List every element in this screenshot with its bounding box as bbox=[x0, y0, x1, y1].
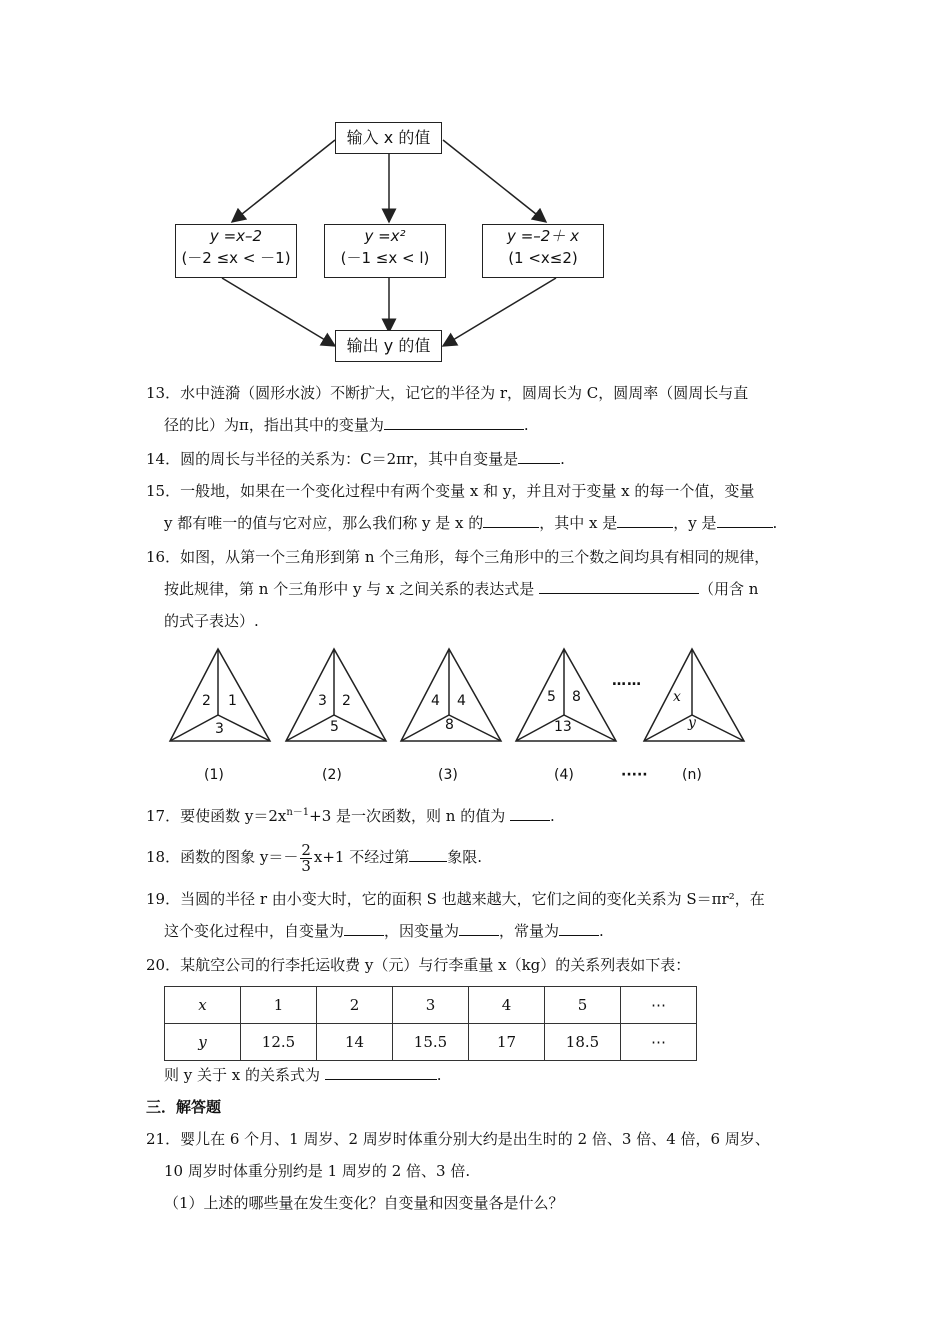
q21-text2: 10 周岁时体重分别约是 1 周岁的 2 倍、3 倍. bbox=[164, 1162, 471, 1180]
q21-text1: 婴儿在 6 个月、1 周岁、2 周岁时体重分别大约是出生时的 2 倍、3 倍、4 倍，6 周岁、 bbox=[180, 1130, 770, 1148]
q19-line1 bbox=[146, 888, 765, 910]
table-cell: ⋯ bbox=[621, 987, 697, 1024]
branch-1-formula: y =x–2 bbox=[209, 227, 263, 245]
q18-number: 18． bbox=[146, 848, 181, 866]
table-cell: 2 bbox=[317, 987, 393, 1024]
q21-sub1 bbox=[164, 1192, 564, 1214]
tri2-bottom: 5 bbox=[330, 719, 339, 735]
tri2-left: 3 bbox=[318, 693, 327, 709]
q16-number: 16． bbox=[146, 548, 181, 566]
q19-blank-3[interactable] bbox=[559, 921, 599, 936]
tri3-right: 4 bbox=[457, 693, 466, 709]
q20-line bbox=[146, 954, 690, 976]
q20-end: . bbox=[436, 1066, 442, 1084]
q17-line bbox=[146, 802, 555, 827]
table-cell: 3 bbox=[393, 987, 469, 1024]
table-cell: 17 bbox=[469, 1024, 545, 1061]
table-cell: ⋯ bbox=[621, 1024, 697, 1061]
output-box: 输出 y 的值 bbox=[335, 330, 442, 362]
q19-blank-2[interactable] bbox=[459, 921, 499, 936]
branch-2-range: (－1 ≤x < l) bbox=[340, 249, 430, 267]
q19-text1: 当圆的半径 r 由小变大时，它的面积 S 也越来越大，它们之间的变化关系为 S＝πr²，在 bbox=[180, 890, 765, 908]
branch-box-3 bbox=[482, 224, 604, 278]
arrow-out-left bbox=[222, 278, 335, 346]
q16-blank[interactable] bbox=[539, 579, 699, 594]
section-3-heading: 三．解答题 bbox=[146, 1098, 222, 1116]
q15-text1: 一般地，如果在一个变化过程中有两个变量 x 和 y，并且对于变量 x 的每一个值，变量 bbox=[180, 482, 755, 500]
q18-fraction bbox=[300, 840, 312, 875]
branch-box-1 bbox=[175, 224, 297, 278]
q20-text: 某航空公司的行李托运收费 y（元）与行李重量 x（kg）的关系列表如下表： bbox=[180, 956, 691, 974]
tri4-left: 5 bbox=[547, 689, 556, 705]
triangle-shapes bbox=[166, 643, 750, 791]
q14-line bbox=[146, 448, 565, 470]
q15-blank-2[interactable] bbox=[617, 513, 673, 528]
tri4-bottom: 13 bbox=[554, 719, 572, 735]
trin-bottom: y bbox=[688, 715, 696, 731]
input-box: 输入 x 的值 bbox=[335, 122, 442, 154]
q17-blank[interactable] bbox=[510, 806, 550, 821]
branch-1-range: (－2 ≤x < －1) bbox=[181, 249, 291, 267]
q18-blank[interactable] bbox=[409, 847, 447, 862]
q14-text: 圆的周长与半径的关系为：C＝2πr，其中自变量是 bbox=[180, 450, 519, 468]
q20-blank[interactable] bbox=[325, 1065, 437, 1080]
table-cell: x bbox=[165, 987, 241, 1024]
caption-ellipsis: ····· bbox=[621, 767, 648, 783]
q16-text2a: 按此规律，第 n 个三角形中 y 与 x 之间关系的表达式是 bbox=[164, 580, 535, 598]
branch-3-formula: y =–2＋ x bbox=[507, 227, 579, 245]
q18-text-b: x+1 不经过第 bbox=[313, 848, 410, 866]
tri2-caption: (2) bbox=[322, 767, 342, 783]
q13-end: . bbox=[523, 416, 529, 434]
q19-text2b: ，因变量为 bbox=[384, 922, 460, 940]
q14-number: 14． bbox=[146, 450, 181, 468]
arrow-in-left bbox=[232, 140, 335, 222]
table-cell: y bbox=[165, 1024, 241, 1061]
q20-number: 20． bbox=[146, 956, 181, 974]
q18-frac-den: 3 bbox=[301, 856, 311, 875]
q21-number: 21． bbox=[146, 1130, 181, 1148]
q15-blank-3[interactable] bbox=[717, 513, 773, 528]
q21-sub1-text: （1）上述的哪些量在发生变化？自变量和因变量各是什么？ bbox=[164, 1194, 564, 1212]
table-cell: 12.5 bbox=[241, 1024, 317, 1061]
table-cell: 1 bbox=[241, 987, 317, 1024]
table-cell: 18.5 bbox=[545, 1024, 621, 1061]
q15-end: . bbox=[772, 514, 778, 532]
tri3-caption: (3) bbox=[438, 767, 458, 783]
tri2-right: 2 bbox=[342, 693, 351, 709]
q15-number: 15． bbox=[146, 482, 181, 500]
branch-3-range: (1 <x≤2) bbox=[508, 249, 578, 267]
branch-2-formula: y =x² bbox=[364, 227, 406, 245]
q21-line1 bbox=[146, 1128, 770, 1150]
q13-number: 13． bbox=[146, 384, 181, 402]
q17-end: . bbox=[550, 807, 555, 825]
fee-table bbox=[164, 986, 697, 1061]
q13-line1 bbox=[146, 382, 748, 404]
table-cell: 5 bbox=[545, 987, 621, 1024]
q19-blank-1[interactable] bbox=[344, 921, 384, 936]
tri1-bottom: 3 bbox=[215, 721, 224, 737]
q16-text3: 的式子表达）. bbox=[164, 612, 259, 630]
q19-number: 19． bbox=[146, 890, 181, 908]
q16-line3 bbox=[164, 610, 259, 632]
q14-end: . bbox=[560, 450, 565, 468]
q18-line bbox=[146, 842, 482, 882]
table-cell: 15.5 bbox=[393, 1024, 469, 1061]
tri3-left: 4 bbox=[431, 693, 440, 709]
q16-line2 bbox=[164, 578, 758, 600]
q19-text2c: ，常量为 bbox=[499, 922, 560, 940]
q13-text2: 径的比）为π，指出其中的变量为 bbox=[164, 416, 384, 434]
triangle-ellipsis: …… bbox=[612, 673, 642, 689]
q17-exponent: n－1 bbox=[286, 807, 310, 818]
q21-line2 bbox=[164, 1160, 470, 1182]
q13-text1: 水中涟漪（圆形水波）不断扩大，记它的半径为 r，圆周长为 C，圆周率（圆周长与直 bbox=[180, 384, 749, 402]
q15-line1 bbox=[146, 480, 754, 502]
q19-line2 bbox=[164, 920, 604, 942]
q17-text-a: 要使函数 y＝2x bbox=[180, 807, 287, 825]
q18-frac-num: 2 bbox=[301, 840, 311, 859]
table-cell: 14 bbox=[317, 1024, 393, 1061]
q14-blank[interactable] bbox=[518, 449, 560, 464]
q13-blank[interactable] bbox=[384, 415, 524, 430]
q18-text-a: 函数的图象 y＝－ bbox=[180, 848, 299, 866]
q15-blank-1[interactable] bbox=[483, 513, 539, 528]
q20-after-line bbox=[164, 1064, 442, 1086]
q16-line1 bbox=[146, 546, 769, 568]
tri1-left: 2 bbox=[202, 693, 211, 709]
tri1-right: 1 bbox=[228, 693, 237, 709]
table-row bbox=[165, 987, 697, 1024]
q18-text-c: 象限. bbox=[447, 848, 483, 866]
q15-text2a: y 都有唯一的值与它对应，那么我们称 y 是 x 的 bbox=[164, 514, 484, 532]
q19-end: . bbox=[599, 922, 604, 940]
q15-text2c: ，y 是 bbox=[673, 514, 717, 532]
q17-number: 17． bbox=[146, 807, 181, 825]
q19-text2a: 这个变化过程中，自变量为 bbox=[164, 922, 345, 940]
tri1-caption: (1) bbox=[204, 767, 224, 783]
table-cell: 4 bbox=[469, 987, 545, 1024]
q13-line2 bbox=[164, 414, 529, 436]
trin-left: x bbox=[673, 689, 681, 705]
table-row bbox=[165, 1024, 697, 1061]
trin-caption: (n) bbox=[682, 767, 702, 783]
q16-text1: 如图，从第一个三角形到第 n 个三角形，每个三角形中的三个数之间均具有相同的规律， bbox=[180, 548, 770, 566]
tri4-caption: (4) bbox=[554, 767, 574, 783]
flowchart bbox=[170, 112, 610, 374]
q20-after-text: 则 y 关于 x 的关系式为 bbox=[164, 1066, 321, 1084]
arrow-in-right bbox=[443, 140, 546, 222]
branch-box-2 bbox=[324, 224, 446, 278]
q15-line2 bbox=[164, 512, 777, 534]
q17-text-b: +3 是一次函数，则 n 的值为 bbox=[309, 807, 506, 825]
q16-text2b: （用含 n bbox=[699, 580, 759, 598]
tri3-bottom: 8 bbox=[445, 717, 454, 733]
triangle-figure bbox=[166, 643, 750, 791]
tri4-right: 8 bbox=[572, 689, 581, 705]
q15-text2b: ，其中 x 是 bbox=[539, 514, 618, 532]
arrow-out-right bbox=[443, 278, 556, 346]
